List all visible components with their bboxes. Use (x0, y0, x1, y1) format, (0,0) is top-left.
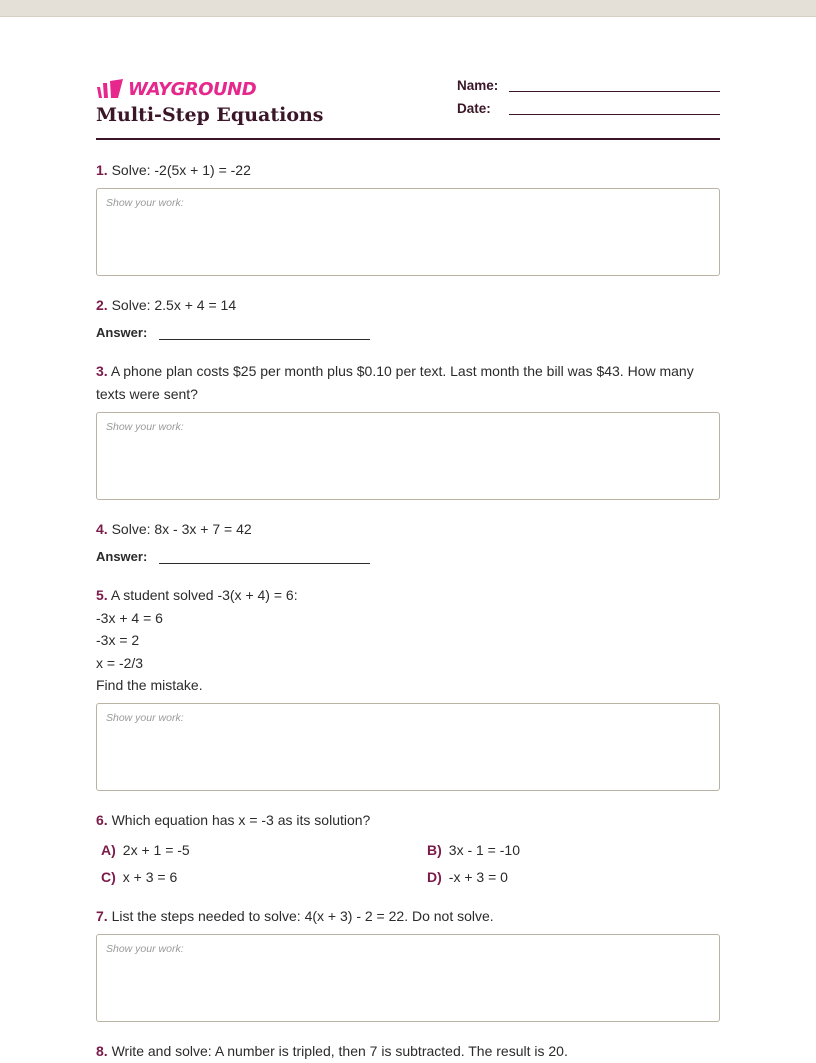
date-field[interactable] (457, 99, 720, 122)
solution-step-2: -3x = 2 (96, 632, 140, 648)
choice-text: 3x - 1 = -10 (448, 842, 520, 858)
work-placeholder: Show your work: (106, 197, 184, 209)
work-box-5[interactable] (96, 703, 720, 791)
question-8 (96, 1040, 720, 1063)
question-number: 4. (96, 521, 108, 537)
question-7 (96, 905, 720, 928)
question-text: List the steps needed to solve: 4(x + 3) - 2 = 22. Do not solve. (111, 908, 494, 924)
date-label: Date: (457, 101, 491, 116)
choice-b[interactable] (427, 842, 520, 858)
question-text: Solve: 2.5x + 4 = 14 (111, 297, 237, 313)
work-placeholder: Show your work: (106, 421, 184, 433)
work-placeholder: Show your work: (106, 943, 184, 955)
work-box-1[interactable] (96, 188, 720, 276)
answer-label: Answer: (96, 325, 148, 340)
worksheet-header (96, 76, 720, 140)
question-text: Solve: 8x - 3x + 7 = 42 (111, 521, 252, 537)
question-text: Write and solve: A number is tripled, then 7 is subtracted. The result is 20. (111, 1043, 568, 1059)
choice-text: -x + 3 = 0 (448, 869, 508, 885)
question-3 (96, 360, 720, 405)
question-4 (96, 518, 720, 541)
solution-step-1: -3x + 4 = 6 (96, 609, 163, 626)
work-box-7[interactable] (96, 934, 720, 1022)
question-prompt: Find the mistake. (96, 677, 203, 693)
name-label: Name: (457, 78, 499, 93)
page-title: Multi-Step Equations (96, 104, 324, 126)
question-text: Solve: -2(5x + 1) = -22 (111, 162, 251, 178)
choice-text: x + 3 = 6 (122, 869, 178, 885)
choice-c[interactable] (101, 869, 177, 885)
question-text: A student solved -3(x + 4) = 6: (110, 587, 298, 603)
question-number: 7. (96, 908, 108, 924)
choice-a[interactable] (101, 842, 190, 858)
wayground-logo-icon (96, 79, 124, 99)
question-text: Which equation has x = -3 as its solution? (111, 812, 371, 828)
name-field[interactable] (457, 76, 720, 99)
choice-d[interactable] (427, 869, 508, 885)
question-2 (96, 294, 720, 317)
choice-letter: B) (427, 842, 442, 858)
choice-letter: C) (101, 869, 116, 885)
name-line[interactable] (509, 91, 720, 92)
work-placeholder: Show your work: (106, 712, 184, 724)
work-box-3[interactable] (96, 412, 720, 500)
date-line[interactable] (509, 114, 720, 115)
choice-letter: D) (427, 869, 442, 885)
question-1 (96, 159, 720, 182)
viewer-top-bar (0, 0, 816, 17)
question-text: A phone plan costs $25 per month plus $0.10 per text. Last month the bill was $43. How many texts were sent? (96, 363, 694, 402)
answer-label: Answer: (96, 549, 148, 564)
question-number: 5. (96, 587, 108, 603)
question-number: 8. (96, 1043, 108, 1059)
question-number: 6. (96, 812, 108, 828)
choice-text: 2x + 1 = -5 (122, 842, 190, 858)
question-number: 2. (96, 297, 108, 313)
header-divider (96, 138, 720, 140)
student-info-fields (457, 76, 720, 122)
question-number: 1. (96, 162, 108, 178)
answer-line[interactable] (159, 563, 370, 564)
brand-logo (96, 78, 256, 100)
question-number: 3. (96, 363, 108, 379)
brand-name: WAYGROUND (128, 78, 257, 100)
solution-step-3: x = -2/3 (96, 654, 144, 671)
answer-line[interactable] (159, 339, 370, 340)
question-6 (96, 809, 720, 832)
choice-letter: A) (101, 842, 116, 858)
answer-field-2[interactable] (96, 325, 370, 345)
question-5 (96, 584, 720, 697)
answer-field-4[interactable] (96, 549, 370, 569)
